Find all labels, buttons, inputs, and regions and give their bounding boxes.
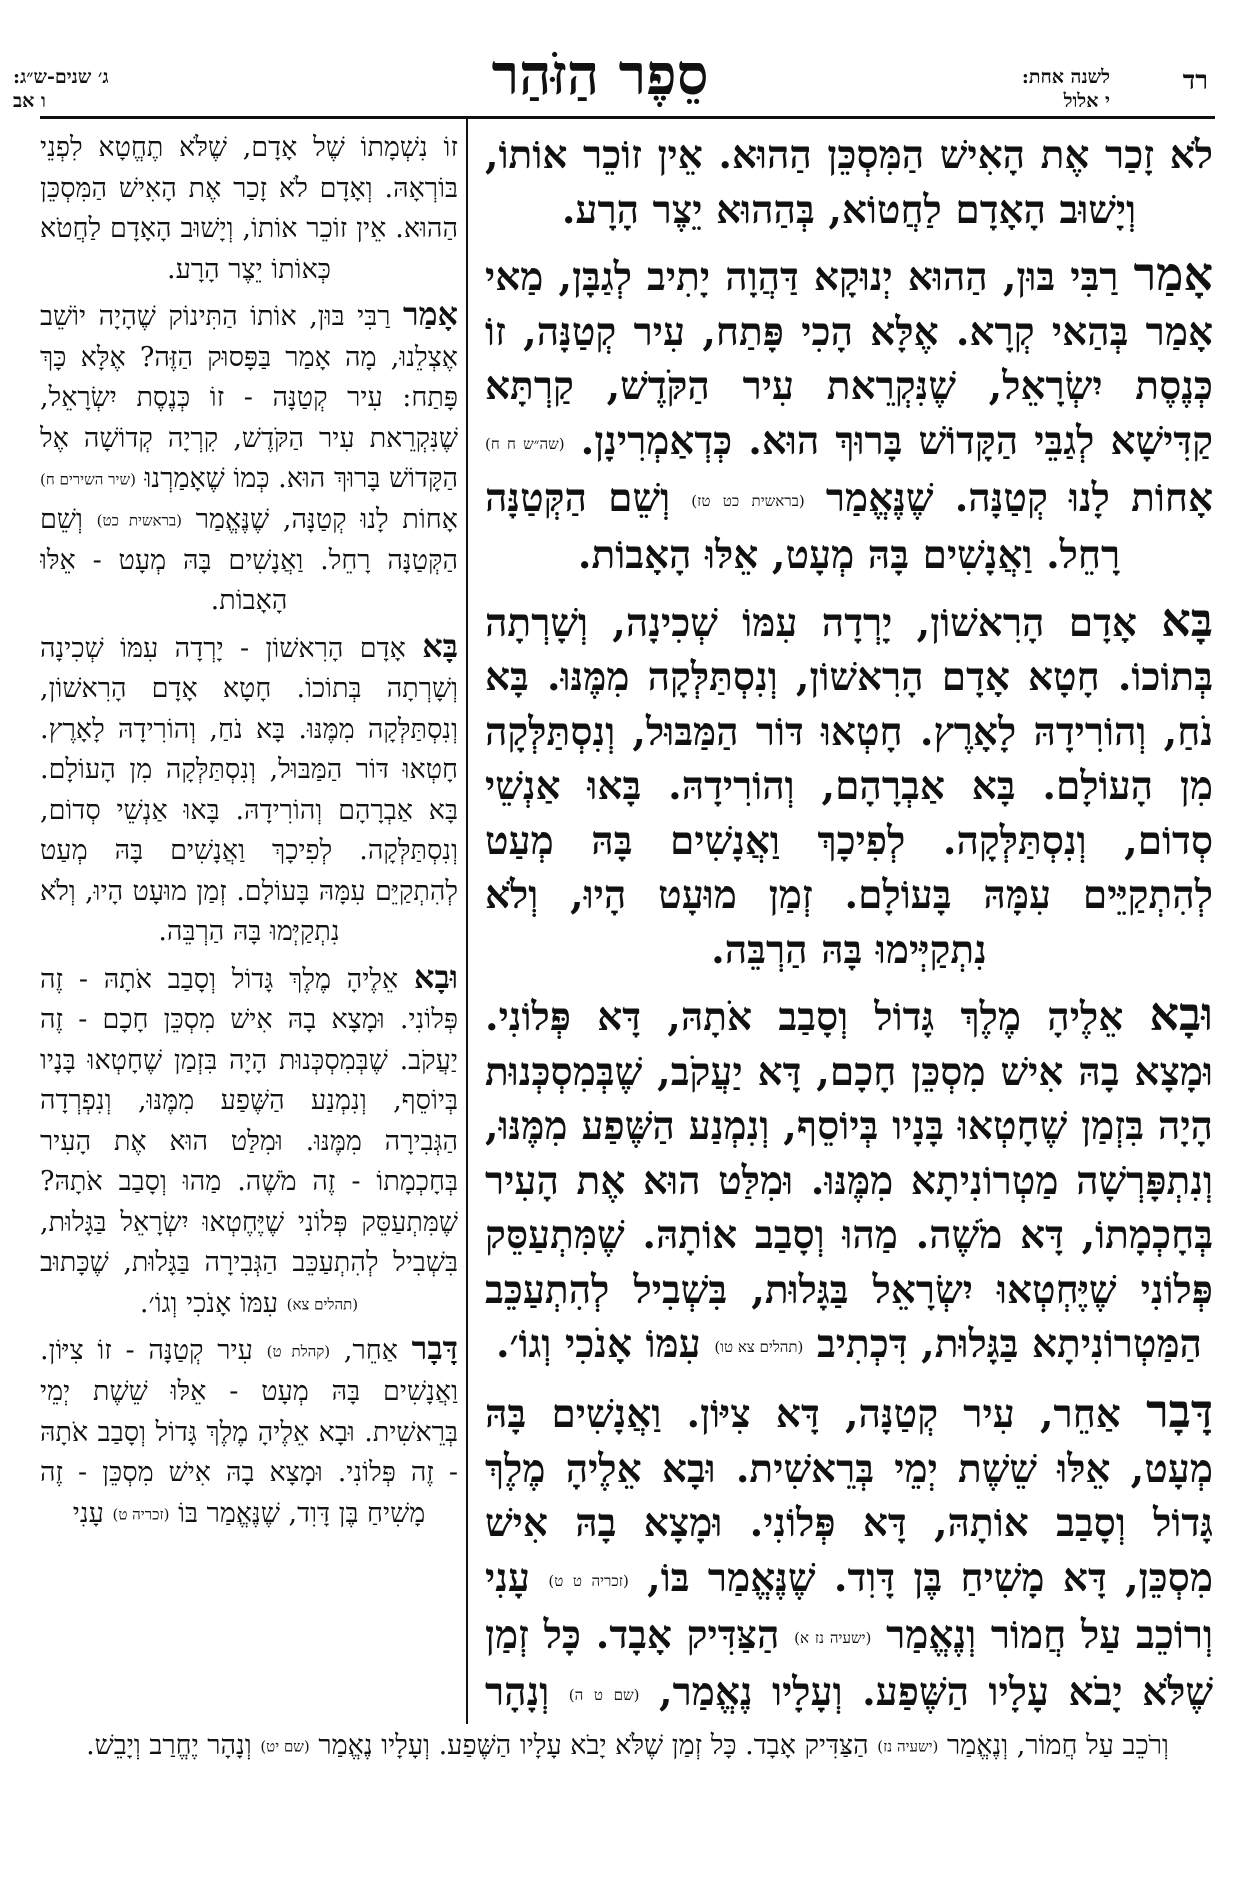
source-citation: (תהלים צא טו): [714, 1337, 804, 1356]
page-number: רד: [1182, 66, 1208, 96]
text-run: אָדָם הָרִאשׁוֹן - יָרְדָה עִמּוֹ שְׁכִינָה וְשָׁרְתָה בְּתוֹכוֹ. חָטָא אָדָם הָרִאשׁוֹן, וְנִסְתַּלְּקָה מִמֶּנּוּ. בָּא נֹחַ, וְהוֹרִידָהּ לָאָרֶץ. חָטְאוּ דּוֹר הַמַּבּוּל, וְנִסְתַּלְּקָה מִן הָעוֹלָם. בָּא אַבְרָהָם וְהוֹרִידָהּ. בָּאוּ אַנְשֵׁי סְדוֹם, וְנִסְתַּלְּקָה. לְפִיכָךְ וַאֲנָשִׁים בָּהּ מְעַט לְהִתְקַיֵּם עִמָּהּ בָּעוֹלָם. זְמַן מוּעָט הָיוּ, וְלֹא נִתְקַיְּמוּ בָּהּ הַרְבֵּה.: [40, 632, 458, 947]
main-paragraph: [485, 1384, 1213, 1718]
source-citation: (בראשית כט טז): [691, 491, 805, 510]
source-citation: (תהלים צא): [286, 1294, 359, 1313]
footer-continuation: [40, 1726, 1215, 1767]
main-paragraph: [485, 593, 1213, 978]
text-run: רַבִּי בּוּן, הַהוּא יְנוּקָא דַּהֲוָה יָתִיב לְגַבָּן, מַאי אָמַר בְּהַאי קְרָא. אֶלָּא הָכִי פָּתַח, עִיר קְטַנָּה, זוֹ כְּנֶסֶת יִשְׂרָאֵל, שֶׁנִּקְרֵאת עִיר הַקֹּדֶשׁ, קַרְתָּא קַדִּישָׁא לְגַבֵּי הַקָּדוֹשׁ בָּרוּךְ הוּא. כְּדְאַמְרִינָן.: [485, 254, 1213, 464]
source-citation: (זכריה ט ט): [548, 1571, 629, 1590]
source-citation: (שם יט): [260, 1737, 310, 1756]
column-divider: [466, 116, 468, 1724]
text-run: הַצַּדִּיק אָבָד. כָּל זְמַן שֶׁלֹּא יָבֹא עָלָיו הַשֶּׁפַע. וְעָלָיו נֶאֱמַר: [309, 1730, 878, 1761]
text-run: אַחֵר, עִיר קְטַנָּה, דָּא צִיּוֹן. וַאֲנָשִׁים בָּהּ מְעָט, אֵלּוּ שֵׁשֶׁת יְמֵי בְּרֵאשִׁית. וּבָא אֵלֶיהָ מֶלֶךְ גָּדוֹל וְסָבַב אוֹתָהּ, דָּא פְּלוֹנִי. וּמָצָא בָהּ אִישׁ מִסְכֵּן, דָּא מָשִׁיחַ בֶּן דָּוִד. שֶׁנֶּאֱמַר בּוֹ,: [485, 1391, 1213, 1601]
schedule-one-year-label: לשנה אחת:: [1021, 66, 1110, 88]
paragraph-lead-word: אָמַר: [403, 295, 458, 333]
side-paragraph: [40, 294, 458, 622]
hebrew-translation-column: [40, 128, 458, 1723]
text-run: וְנָהָר יֶחֱרַב וְיָבֵשׁ.: [86, 1730, 261, 1761]
text-run: הַצַּדִּיק אָבָד. כָּל זְמַן שֶׁלֹּא יָבֹא עָלָיו הַשֶּׁפַע. וְעָלָיו נֶאֱמַר,: [485, 1612, 1213, 1716]
main-paragraph: [485, 128, 1213, 237]
schedule-three-years-date: ו אב: [13, 90, 46, 112]
source-citation: (זכריה ט): [112, 1504, 170, 1523]
text-run: אָחוֹת לָנוּ קְטַנָּה. שֶׁנֶּאֱמַר: [804, 474, 1213, 521]
source-citation: (ישעיה נז): [877, 1737, 939, 1756]
side-paragraph: [40, 957, 458, 1325]
source-citation: (קהלת ט): [266, 1342, 331, 1361]
paragraph-lead-word: וּבָא: [1149, 987, 1213, 1041]
text-run: רַבִּי בּוּן, אוֹתוֹ הַתִּינוֹק שֶׁהָיָה יוֹשֵׁב אֶצְלֵנוּ, מָה אָמַר בַּפָּסוּק הַזֶּה? אֶלָּא כָּךְ פָּתַח: עִיר קְטַנָּה - זוֹ כְּנֶסֶת יִשְׂרָאֵל, שֶׁנִּקְרֵאת עִיר הַקֹּדֶשׁ, קִרְיָה קְדוֹשָׁה אֶל הַקָּדוֹשׁ בָּרוּךְ הוּא. כְּמוֹ שֶׁאָמַרְנוּ: [40, 301, 458, 494]
main-paragraph: [485, 247, 1213, 583]
schedule-one-year: [960, 65, 1110, 113]
paragraph-lead-word: דָּבָר: [1146, 1384, 1213, 1439]
aramaic-text-column: [485, 128, 1213, 1718]
text-run: וְשֵׁם הַקְּטַנָּה רָחֵל. וַאֲנָשִׁים בָּהּ מְעָט - אֵלּוּ הָאָבוֹת.: [40, 503, 458, 616]
side-paragraph: [40, 128, 458, 290]
book-title: סֵפֶר הַזֹּהַר: [491, 42, 709, 108]
paragraph-lead-word: וּבָא: [414, 957, 458, 996]
text-run: אֵלֶיהָ מֶלֶךְ גָּדוֹל וְסָבַב אֹתָהּ, דָּא פְּלוֹנִי. וּמָצָא בָהּ אִישׁ מִסְכֵּן חָכָם, דָּא יַעֲקֹב, שֶׁבְּמִסְכְּנוּת הָיָה בִּזְמַן שֶׁחָטְאוּ בָּנָיו בְּיוֹסֵף, וְנִמְנַע הַשֶּׁפַע מִמֶּנּוּ, וְנִתְפָּרְשָׁה מַטְרוֹנִיתָא מִמֶּנּוּ. וּמִלַּט הוּא אֶת הָעִיר בְּחָכְמָתוֹ, דָּא מֹשֶׁה. מַהוּ וְסָבַב אוֹתָהּ. שֶׁמִּתְעַסֵּק פְּלוֹנִי שֶׁיֶּחְטְאוּ יִשְׂרָאֵל בַּגָּלוּת, בִּשְׁבִיל לְהִתְעַכֵּב הַמַּטְרוֹנִיתָא בַּגָּלוּת, דִּכְתִיב: [485, 994, 1213, 1367]
header-divider: [40, 116, 1215, 119]
source-citation: (ישעיה נז א): [794, 1628, 872, 1647]
text-run: אֵלֶיהָ מֶלֶךְ גָּדוֹל וְסָבַב אֹתָהּ - זֶה פְּלוֹנִי. וּמָצָא בָהּ אִישׁ מִסְכֵּן חָכָם - זֶה יַעֲקֹב. שֶׁבְּמִסְכְּנוּת הָיָה בִּזְמַן שֶׁחָטְאוּ בָּנָיו בְּיוֹסֵף, וְנִמְנַע הַשֶּׁפַע מִמֶּנּוּ, וְנִפְרְדָה הַגְּבִירָה מִמֶּנּוּ. וּמִלַּט הוּא אֶת הָעִיר בְּחָכְמָתוֹ - זֶה מֹשֶׁה. מַהוּ וְסָבַב אֹתָהּ? שֶׁמִּתְעַסֵּק פְּלוֹנִי שֶׁיֶּחֶטְאוּ יִשְׂרָאֵל בַּגָּלוּת, בִּשְׁבִיל לְהִתְעַכֵּב הַגְּבִירָה בַּגָּלוּת, שֶׁכָּתוּב: [40, 963, 458, 1278]
paragraph-lead-word: דָּבָר: [411, 1329, 458, 1368]
side-paragraph: [40, 1328, 458, 1534]
source-citation: (שם ט ה): [568, 1686, 640, 1704]
text-run: אָדָם הָרִאשׁוֹן, יָרְדָה עִמּוֹ שְׁכִינָה, וְשָׁרְתָה בְּתוֹכוֹ. חָטָא אָדָם הָרִאשׁוֹן, וְנִסְתַּלְּקָה מִמֶּנּוּ. בָּא נֹחַ, וְהוֹרִידָהּ לָאָרֶץ. חָטְאוּ דּוֹר הַמַּבּוּל, וְנִסְתַּלְּקָה מִן הָעוֹלָם. בָּא אַבְרָהָם, וְהוֹרִידָהּ. בָּאוּ אַנְשֵׁי סְדוֹם, וְנִסְתַּלְּקָה. לְפִיכָךְ וַאֲנָשִׁים בָּהּ מְעַט לְהִתְקַיֵּים עִמָּהּ בָּעוֹלָם. זְמַן מוּעָט הָיוּ, וְלֹא נִתְקַיְּימוּ בָּהּ הַרְבֵּה.: [485, 599, 1213, 973]
text-run: עָנִי: [72, 1497, 113, 1529]
text-run: וְרֹכֵב עַל חֲמוֹר, וְנֶאֱמַר: [938, 1730, 1169, 1761]
side-paragraph: [40, 626, 458, 953]
text-run: וְשֵׁם הַקְּטַנָּה רָחֵל. וַאֲנָשִׁים בָּהּ מְעָט, אֵלּוּ הָאָבוֹת.: [485, 474, 1121, 578]
source-citation: (שה״ש ח ח): [485, 434, 565, 453]
source-citation: (שיר השירים ח): [40, 470, 136, 489]
paragraph-lead-word: בָּא: [1161, 592, 1213, 647]
paragraph-lead-word: אָמַר: [1133, 247, 1213, 301]
main-paragraph: [485, 987, 1213, 1374]
text-run: וְנָהָר: [485, 1669, 550, 1716]
text-run: לֹא זָכַר אֶת הָאִישׁ הַמִּסְכֵּן הַהוּא. אֵין זוֹכֵר אוֹתוֹ, וְיָשׁוּב הָאָדָם לַחֲטוֹא, בְּהַהוּא יֵצֶר הָרָע.: [485, 132, 1213, 233]
text-run: זוֹ נִשְׁמָתוֹ שֶׁל אָדָם, שֶׁלֹּא תֶחֱטָא לִפְנֵי בּוֹרְאָהּ. וְאָדָם לֹא זָכַר אֶת הָאִישׁ הַמִּסְכֵּן הַהוּא. אֵין זוֹכֵר אוֹתוֹ, וְיָשׁוּב הָאָדָם לַחֲטֹא כְּאוֹתוֹ יֵצֶר הָרָע.: [40, 132, 458, 285]
text-run: עִיר קְטַנָּה - זוֹ צִיּוֹן. וַאֲנָשִׁים בָּהּ מְעָט - אֵלּוּ שֵׁשֶׁת יְמֵי בְּרֵאשִׁית. וּבָא אֵלֶיהָ מֶלֶךְ גָּדוֹל וְסָבַב אֹתָהּ - זֶה פְּלוֹנִי. וּמָצָא בָהּ אִישׁ מִסְכֵּן - זֶה מָשִׁיחַ בֶּן דָּוִד, שֶׁנֶּאֱמַר בּוֹ: [40, 1335, 458, 1529]
schedule-three-years: [13, 65, 163, 113]
schedule-one-year-date: י אלול: [1063, 90, 1110, 112]
text-run: אַחֵר,: [330, 1335, 412, 1367]
text-run: אָחוֹת לָנוּ קְטַנָּה, שֶׁנֶּאֱמַר: [182, 503, 458, 535]
schedule-three-years-label: ג׳ שנים-ש״ג:: [13, 66, 109, 88]
text-run: עִמּוֹ אָנֹכִי וְגוֹ׳.: [495, 1321, 715, 1367]
text-run: עָנִי וְרוֹכֵב עַל חֲמוֹר וְנֶאֱמַר: [485, 1554, 1213, 1658]
source-citation: (בראשית כט): [96, 511, 183, 529]
text-run: עִמּוֹ אָנֹכִי וְגוֹ׳.: [139, 1287, 287, 1319]
paragraph-lead-word: בָּא: [422, 626, 458, 665]
